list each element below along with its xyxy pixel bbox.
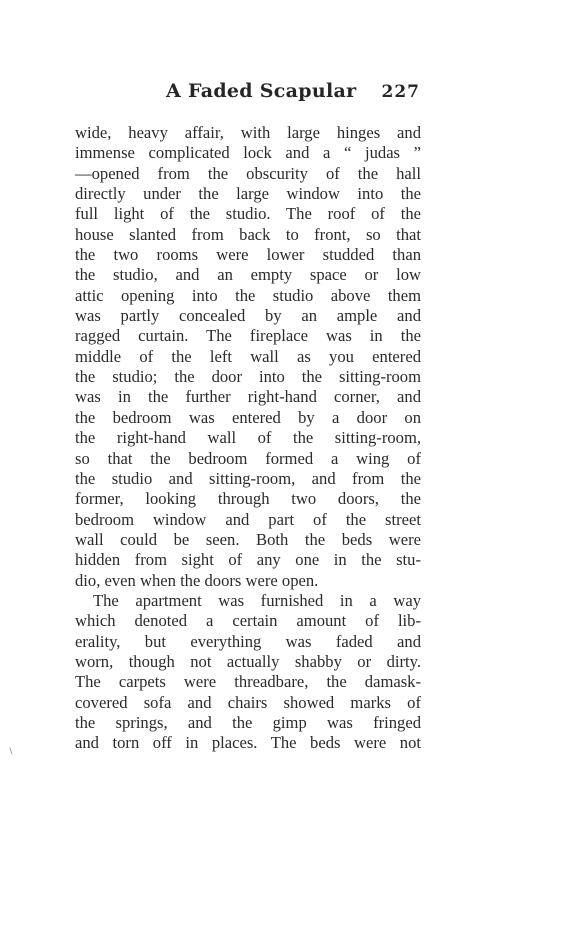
text-line: worn, though not actually shabby or dirty. (75, 651, 421, 671)
text-line: former, looking through two doors, the (75, 489, 421, 509)
text-line: hidden from sight of any one in the stu- (75, 550, 421, 570)
text-line: —opened from the obscurity of the hall (75, 163, 421, 183)
text-line: wall could be seen. Both the beds were (75, 529, 421, 549)
text-line: the bedroom was entered by a door on (75, 407, 421, 427)
text-line: the right-hand wall of the sitting-room, (75, 428, 421, 448)
text-line: directly under the large window into the (75, 184, 421, 204)
text-line: ragged curtain. The fireplace was in the (75, 326, 421, 346)
body-text (75, 123, 421, 754)
text-line: the studio; the door into the sitting-room (75, 367, 421, 387)
paragraph-last-line: dio, even when the doors were open. (75, 570, 319, 590)
text-line: house slanted from back to front, so that (75, 224, 421, 244)
text-line: covered sofa and chairs showed marks of (75, 692, 421, 712)
text-line: which denoted a certain amount of lib- (75, 611, 421, 631)
text-line: attic opening into the studio above them (75, 285, 421, 305)
paragraph-first-line: The apartment was furnished in a way (93, 590, 421, 610)
text-line: was partly concealed by an ample and (75, 306, 421, 326)
text-line: wide, heavy affair, with large hinges and (75, 123, 421, 142)
text-line: the studio, and an empty space or low (75, 265, 421, 285)
text-line: the two rooms were lower studded than (75, 245, 421, 265)
text-line: full light of the studio. The roof of the (75, 204, 421, 224)
text-line: middle of the left wall as you entered (75, 346, 421, 366)
text-line: was in the further right-hand corner, and (75, 387, 421, 407)
page-number: 227 (381, 82, 420, 102)
text-line: the springs, and the gimp was fringed (75, 712, 421, 732)
text-line: so that the bedroom formed a wing of (75, 448, 421, 468)
page-header (76, 80, 420, 108)
text-line: the studio and sitting-room, and from the (75, 468, 421, 488)
running-title: A Faded Scapular (166, 80, 357, 102)
text-line: bedroom window and part of the street (75, 509, 421, 529)
text-line: immense complicated lock and a “ judas ” (75, 143, 421, 163)
text-line: The carpets were threadbare, the damask- (75, 672, 421, 692)
margin-speck: ∖ (8, 747, 14, 756)
text-line: and torn off in places. The beds were not (75, 733, 421, 753)
text-line: erality, but everything was faded and (75, 631, 421, 651)
